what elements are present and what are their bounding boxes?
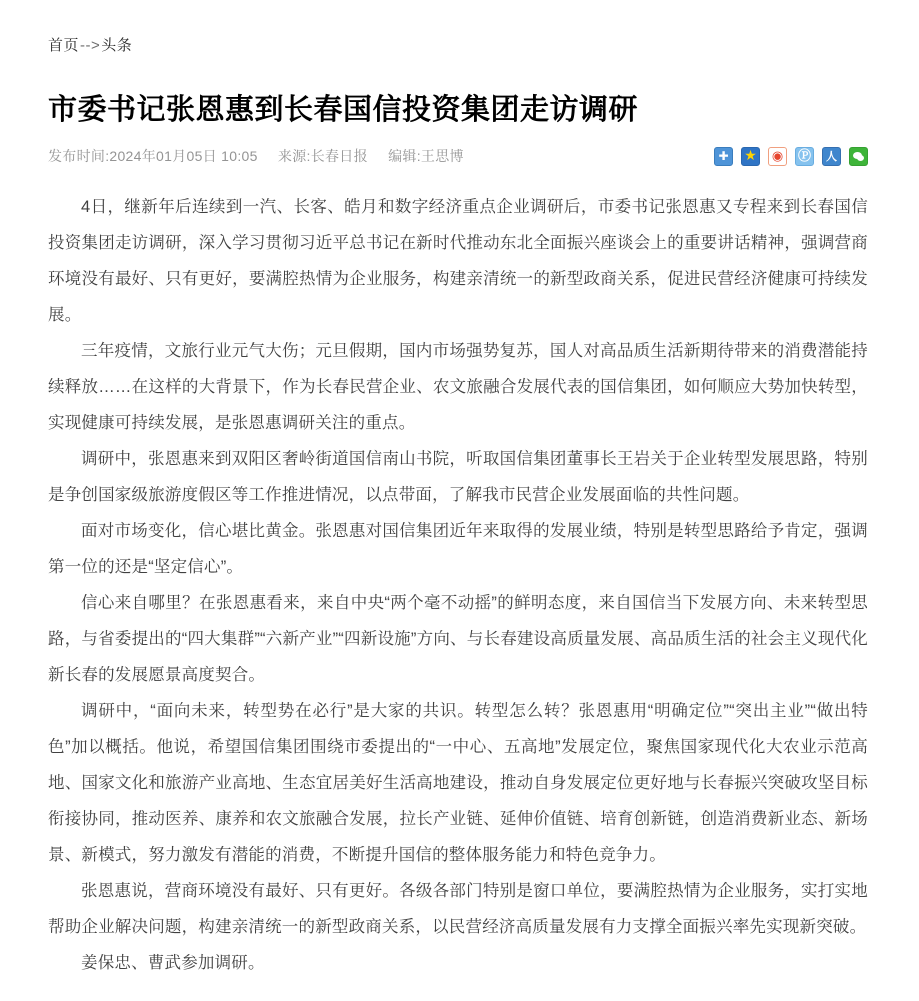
breadcrumb-home[interactable]: 首页 (48, 37, 80, 54)
article-paragraph-5: 信心来自哪里？在张恩惠看来，来自中央“两个毫不动摇”的鲜明态度，来自国信当下发展方向、未来转型思路，与省委提出的“四大集群”“六新产业”“四新设施”方向、与长春建设高质量发展、高品质生活的社会主义现代化新长春的发展愿景高度契合。 (48, 594, 868, 684)
share-more-icon[interactable]: ✚ (714, 147, 733, 166)
article-paragraph-6: 调研中，“面向未来，转型势在必行”是大家的共识。转型怎么转？张恩惠用“明确定位”“突出主业”“做出特色”加以概括。他说，希望国信集团围绕市委提出的“一中心、五高地”发展定位，聚焦国家现代化大农业示范高地、国家文化和旅游产业高地、生态宜居美好生活高地建设，推动自身发展定位更好地与长春振兴突破攻坚目标衔接协同，推动医养、康养和农文旅融合发展，拉长产业链、延伸价值链、培育创新链，创造消费新业态、新场景、新模式，努力激发有潜能的消费，不断提升国信的整体服务能力和特色竞争力。 (48, 702, 868, 864)
renren-icon[interactable]: 人 (822, 147, 841, 166)
weibo-icon[interactable]: ◉ (768, 147, 787, 166)
share-icon-bar (714, 147, 868, 166)
publish-time: 发布时间:2024年01月05日 10:05 (48, 148, 258, 164)
breadcrumb (48, 34, 868, 55)
editor: 编辑:王思博 (388, 148, 464, 164)
page-title: 市委书记张恩惠到长春国信投资集团走访调研 (48, 94, 639, 126)
article-paragraph-2: 三年疫情，文旅行业元气大伤；元旦假期，国内市场强势复苏，国人对高品质生活新期待带来的消费潜能持续释放……在这样的大背景下，作为长春民营企业、农文旅融合发展代表的国信集团，如何顺应大势加快转型，实现健康可持续发展，是张恩惠调研关注的重点。 (48, 342, 868, 432)
article-paragraph-1: 4日，继新年后连续到一汽、长客、皓月和数字经济重点企业调研后，市委书记张恩惠又专程来到长春国信投资集团走访调研，深入学习贯彻习近平总书记在新时代推动东北全面振兴座谈会上的重要讲话精神，强调营商环境没有最好、只有更好，要满腔热情为企业服务，构建亲清统一的新型政商关系，促进民营经济健康可持续发展。 (48, 198, 868, 324)
article-paragraph-4: 面对市场变化，信心堪比黄金。张恩惠对国信集团近年来取得的发展业绩，特别是转型思路给予肯定，强调第一位的还是“坚定信心”。 (48, 522, 868, 576)
article-paragraph-3: 调研中，张恩惠来到双阳区奢岭街道国信南山书院，听取国信集团董事长王岩关于企业转型发展思路，特别是争创国家级旅游度假区等工作推进情况，以点带面，了解我市民营企业发展面临的共性问题。 (48, 450, 868, 504)
article-meta (48, 146, 480, 166)
article-body (48, 189, 868, 981)
breadcrumb-separator: --> (80, 37, 101, 54)
wechat-icon[interactable] (849, 147, 868, 166)
breadcrumb-section[interactable]: 头条 (101, 37, 133, 54)
qzone-icon[interactable]: ★ (741, 147, 760, 166)
pengyou-icon[interactable]: Ⓟ (795, 147, 814, 166)
article-paragraph-8: 姜保忠、曹武参加调研。 (81, 954, 265, 972)
source: 来源:长春日报 (277, 148, 368, 164)
article-paragraph-7: 张恩惠说，营商环境没有最好、只有更好。各级各部门特别是窗口单位，要满腔热情为企业服务，实打实地帮助企业解决问题，构建亲清统一的新型政商关系，以民营经济高质量发展有力支撑全面振兴率先实现新突破。 (48, 882, 868, 936)
meta-row (48, 146, 868, 166)
